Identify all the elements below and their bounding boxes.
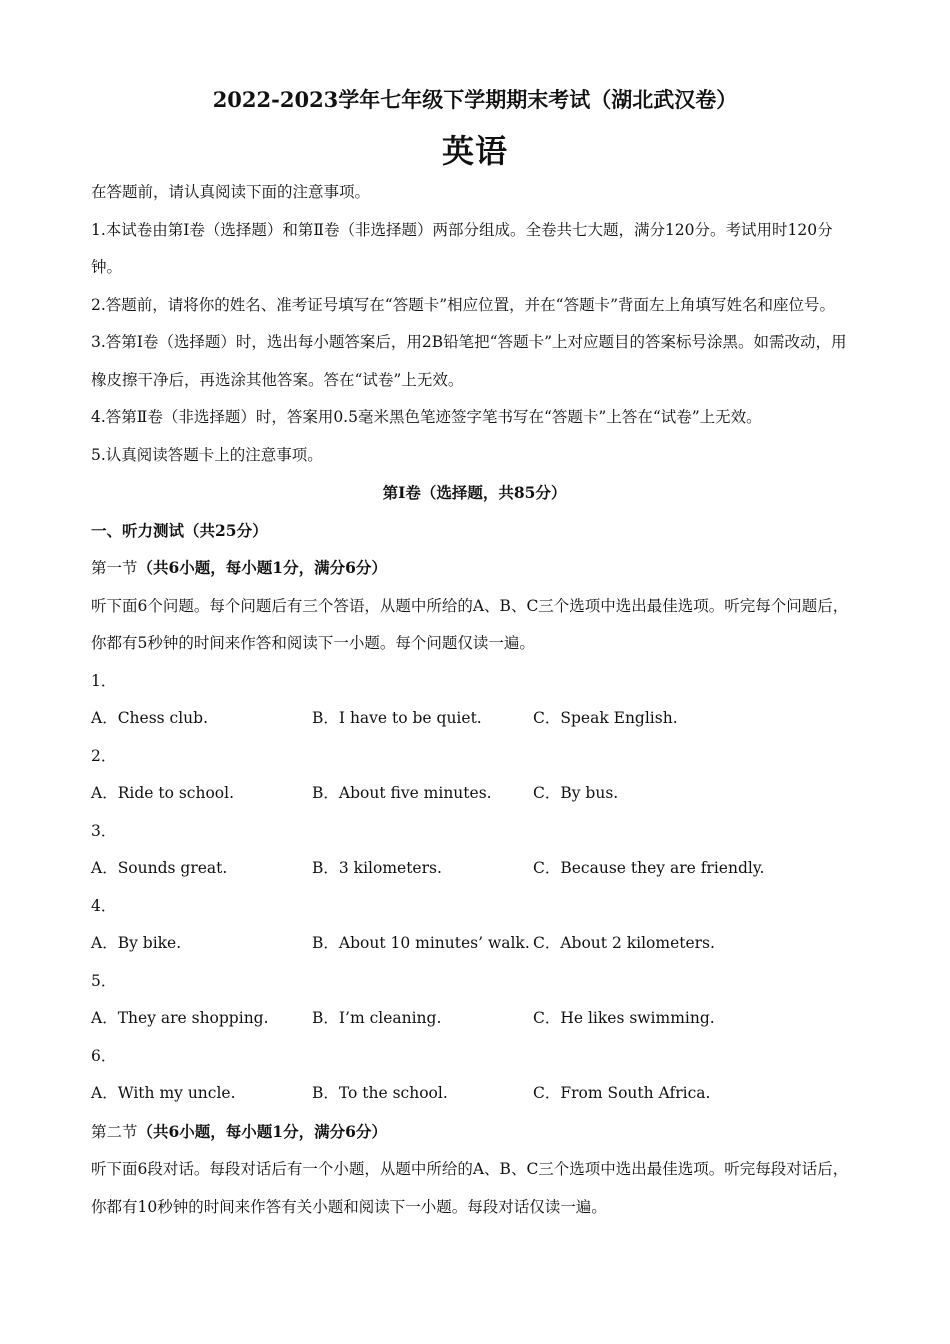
question-number: 4．: [91, 896, 117, 915]
subject-title: 英语: [441, 132, 508, 170]
question-options: [91, 925, 858, 963]
sub2-title-prefix: 第二节: [91, 1122, 138, 1141]
option-a: A．With my uncle.: [91, 1084, 236, 1102]
option-b: B．I’m cleaning.: [312, 1009, 442, 1027]
sub1-title-prefix: 第一节: [91, 559, 138, 577]
question-number: 3．: [91, 821, 117, 840]
section1-title: 一、听力测试（共25分）: [91, 520, 268, 540]
notice-intro: 在答题前，请认真阅读下面的注意事项。: [91, 183, 371, 201]
option-b: B．I have to be quiet.: [312, 709, 482, 727]
option-c: C．Because they are friendly.: [533, 859, 765, 877]
option-c: C．From South Africa.: [533, 1084, 711, 1102]
option-c: C．He likes swimming.: [533, 1009, 715, 1027]
question-options: [91, 1000, 858, 1038]
question-options: [91, 850, 858, 888]
option-a: A．Chess club.: [91, 709, 209, 727]
option-c: C．Speak English.: [533, 709, 678, 727]
sub1-title-bold: （共6小题，每小题1分，满分6分）: [137, 558, 387, 577]
sub1-instructions: 听下面6个问题。每个问题后有三个答语，从题中所给的A、B、C三个选项中选出最佳选项。听完每个问题后，你都有5秒钟的时间来作答和阅读下一小题。每个问题仅读一遍。: [91, 596, 849, 652]
notice-item-3: 3.答第Ⅰ卷（选择题）时，选出每小题答案后，用2B铅笔把“答题卡”上对应题目的答案标号涂黑。如需改动，用橡皮擦干净后，再选涂其他答案。答在“试卷”上无效。: [91, 333, 847, 389]
notice-item-4: 4.答第Ⅱ卷（非选择题）时，答案用0.5毫米黑色笔迹签字笔书写在“答题卡”上答在“试卷”上无效。: [91, 408, 762, 426]
option-a: A．Sounds great.: [91, 859, 228, 877]
option-a: A．Ride to school.: [91, 784, 234, 802]
question-options: [91, 1075, 858, 1113]
question-number: 6．: [91, 1046, 117, 1065]
notice-item-5: 5.认真阅读答题卡上的注意事项。: [91, 445, 323, 464]
notice-item-2: 2.答题前，请将你的姓名、准考证号填写在“答题卡”相应位置，并在“答题卡”背面左上角填写姓名和座位号。: [91, 295, 835, 314]
option-b: B．3 kilometers.: [312, 859, 442, 877]
option-c: C．About 2 kilometers.: [533, 934, 715, 952]
option-a: A．By bike.: [91, 934, 182, 952]
notice-item-1: 1.本试卷由第Ⅰ卷（选择题）和第Ⅱ卷（非选择题）两部分组成。全卷共七大题，满分120分。考试用时120分钟。: [91, 220, 833, 276]
question-options: [91, 775, 858, 813]
option-c: C．By bus.: [533, 784, 619, 802]
sub2-instructions: 听下面6段对话。每段对话后有一个小题，从题中所给的A、B、C三个选项中选出最佳选项。听完每段对话后，你都有10秒钟的时间来作答有关小题和阅读下一小题。每段对话仅读一遍。: [91, 1160, 849, 1216]
option-b: B．About five minutes.: [312, 784, 492, 802]
question-options: [91, 700, 858, 738]
sub2-title: [91, 1113, 858, 1152]
question-number: 5．: [91, 971, 117, 990]
option-a: A．They are shopping.: [91, 1009, 269, 1027]
exam-title: 2022-2023学年七年级下学期期末考试（湖北武汉卷）: [212, 87, 738, 112]
option-b: B．To the school.: [312, 1084, 448, 1102]
sub2-title-bold: （共6小题，每小题1分，满分6分）: [137, 1121, 387, 1141]
question-number: 1．: [91, 671, 117, 690]
question-number: 2．: [91, 746, 117, 765]
option-b: B．About 10 minutes’ walk.: [312, 934, 530, 952]
part1-title: 第Ⅰ卷（选择题，共85分）: [382, 483, 567, 502]
exam-body: [91, 174, 858, 1226]
sub1-title: [91, 549, 858, 588]
